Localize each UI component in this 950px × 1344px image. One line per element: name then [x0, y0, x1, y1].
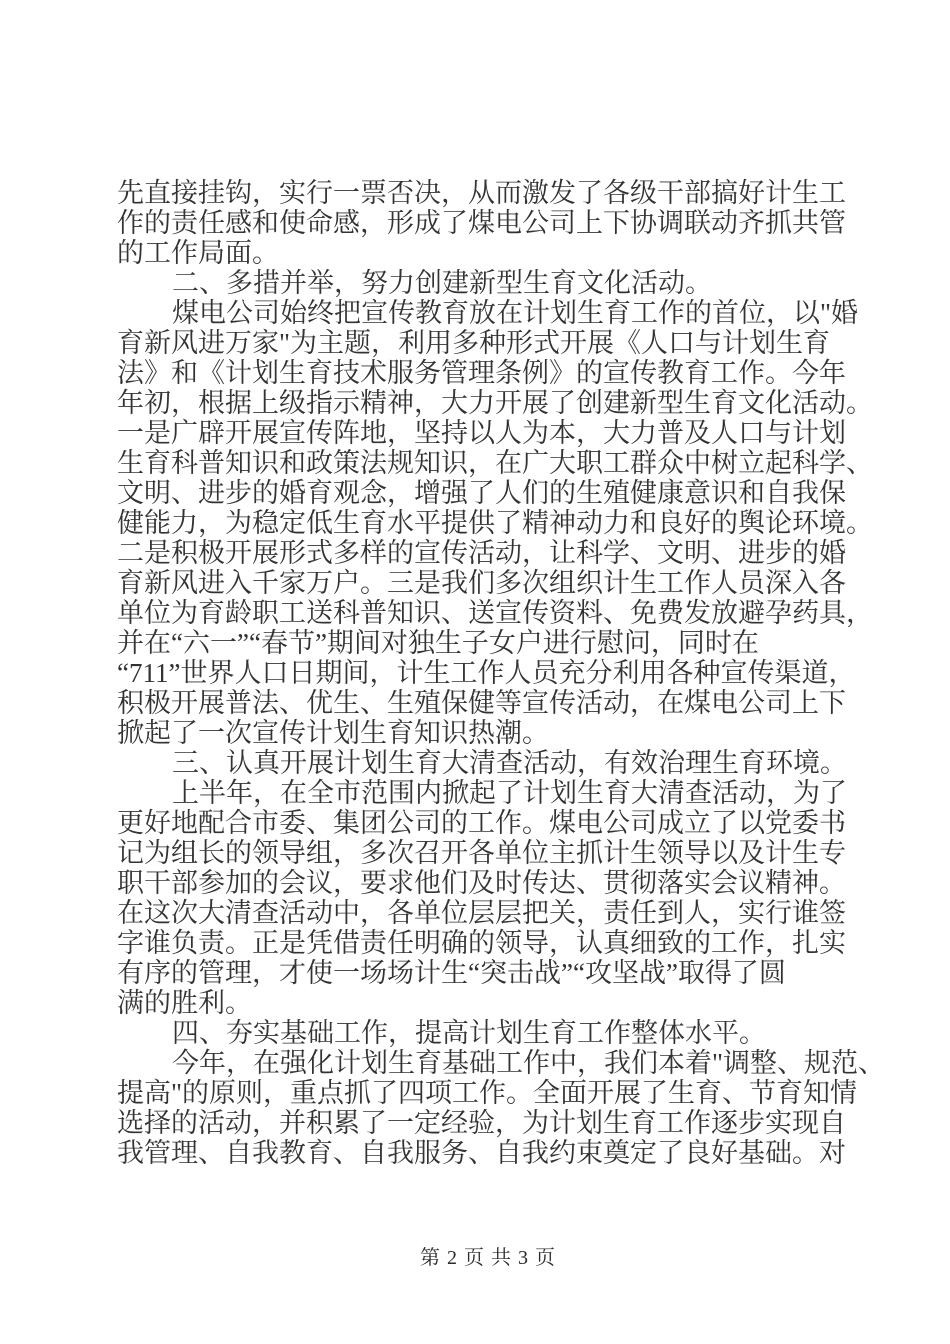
text-line: 作的责任感和使命感，形成了煤电公司上下协调联动齐抓共管 [117, 208, 846, 238]
text-line: 煤电公司始终把宣传教育放在计划生育工作的首位，以"婚 [172, 298, 859, 328]
text-line: 更好地配合市委、集团公司的工作。煤电公司成立了以党委书 [117, 808, 846, 838]
document-body [117, 178, 886, 1168]
text-line: 法》和《计划生育技术服务管理条例》的宣传教育工作。今年 [117, 358, 846, 388]
text-line: 字谁负责。正是凭借责任明确的领导，认真细致的工作，扎实 [117, 928, 846, 958]
text-line: 育新风进万家"为主题，利用多种形式开展《人口与计划生育 [117, 328, 831, 358]
page-number-label: 第 2 页 共 3 页 [420, 1247, 556, 1269]
text-line: 积极开展普法、优生、生殖保健等宣传活动，在煤电公司上下 [117, 688, 846, 718]
text-line: 先直接挂钩，实行一票否决，从而激发了各级干部搞好计生工 [117, 178, 846, 208]
text-line: 四、夯实基础工作，提高计划生育工作整体水平。 [172, 1018, 766, 1048]
text-line: 选择的活动，并积累了一定经验，为计划生育工作逐步实现自 [117, 1108, 846, 1138]
text-line: 一是广辟开展宣传阵地，坚持以人为本，大力普及人口与计划 [117, 418, 846, 448]
page-footer [117, 1241, 859, 1270]
text-line: 二、多措并举，努力创建新型生育文化活动。 [172, 268, 712, 298]
text-line: 健能力，为稳定低生育水平提供了精神动力和良好的舆论环境。 [117, 508, 873, 538]
text-line: 掀起了一次宣传计划生育知识热潮。 [117, 718, 549, 748]
text-line: 生育科普知识和政策法规知识，在广大职工群众中树立起科学、 [117, 448, 873, 478]
text-line: “711”世界人口日期间，计生工作人员充分利用各种宣传渠道， [117, 658, 856, 688]
text-line: 育新风进入千家万户。三是我们多次组织计生工作人员深入各 [117, 568, 846, 598]
text-line: 提高"的原则，重点抓了四项工作。全面开展了生育、节育知情 [117, 1078, 858, 1108]
text-line: 记为组长的领导组，多次召开各单位主抓计生领导以及计生专 [117, 838, 846, 868]
text-line: 文明、进步的婚育观念，增强了人们的生殖健康意识和自我保 [117, 478, 846, 508]
text-line: 单位为育龄职工送科普知识、送宣传资料、免费发放避孕药具， [117, 598, 873, 628]
text-line: 并在“六一”“春节”期间对独生子女户进行慰问，同时在 [117, 628, 759, 658]
text-line: 我管理、自我教育、自我服务、自我约束奠定了良好基础。对 [117, 1138, 846, 1168]
text-line: 三、认真开展计划生育大清查活动，有效治理生育环境。 [172, 748, 847, 778]
text-line: 上半年，在全市范围内掀起了计划生育大清查活动，为了 [172, 778, 847, 808]
text-line: 职干部参加的会议，要求他们及时传达、贯彻落实会议精神。 [117, 868, 846, 898]
text-line: 有序的管理，才使一场场计生“突击战”“攻坚战”取得了圆 [117, 958, 786, 988]
text-line: 年初，根据上级指示精神，大力开展了创建新型生育文化活动。 [117, 388, 873, 418]
text-line: 今年，在强化计划生育基础工作中，我们本着"调整、规范、 [172, 1048, 886, 1078]
text-line: 在这次大清查活动中，各单位层层把关，责任到人，实行谁签 [117, 898, 846, 928]
text-line: 二是积极开展形式多样的宣传活动，让科学、文明、进步的婚 [117, 538, 846, 568]
text-line: 的工作局面。 [117, 238, 279, 268]
text-line: 满的胜利。 [117, 988, 252, 1018]
